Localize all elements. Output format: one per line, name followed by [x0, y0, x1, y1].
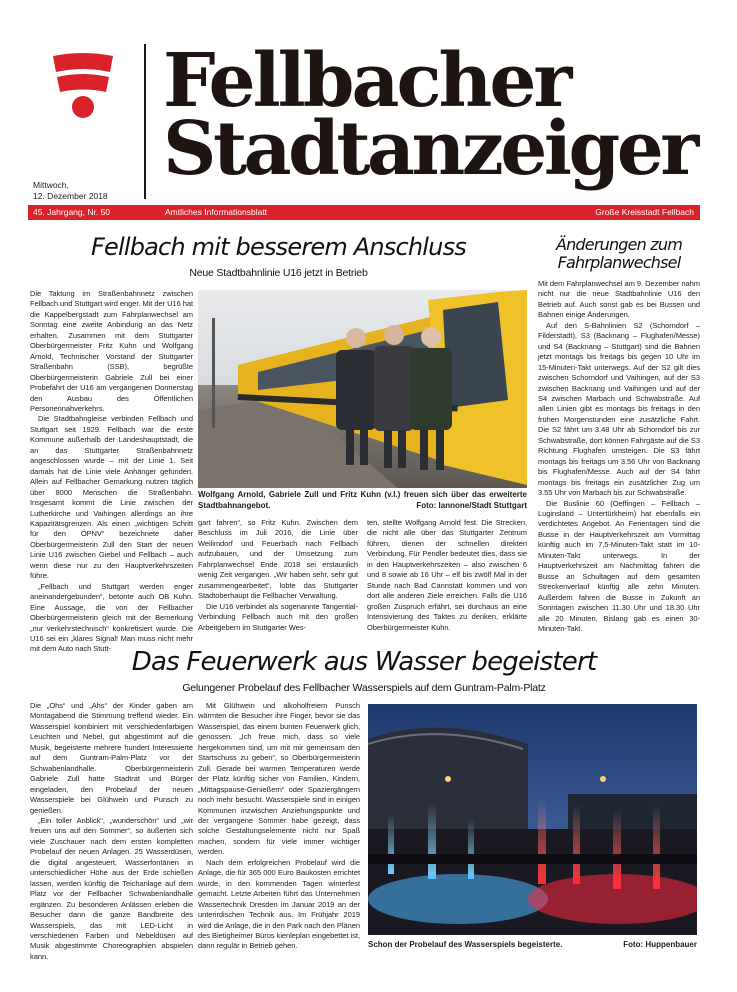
article1-column3: [367, 518, 527, 633]
paragraph: Die „Ohs“ und „Ahs“ der Kinder gaben am Montagabend die Stimmung treffend wieder. Ein Wasserspiel kombiniert mit verschiedenfarbigen Leuchten und Nebel, gut abgestimmt auf die Musik, begeisterte mehrere hundert Interessierte auf dem Guntram-Palm-Platz vor der Schwabenlandhalle. Oberbürgermeisterin Gabriele Zull hatte Stadtrat und Bürger eingeladen, den Probelauf der neuen Wasserspiele bei Glühwein und Punsch zu genießen.: [30, 701, 193, 815]
caption-text: Wolfgang Arnold, Gabriele Zull und Fritz Kuhn (v.l.) freuen sich über das erweiterte Stadtbahnangebot.: [198, 490, 527, 510]
issue-date-text: 12. Dezember 2018: [33, 191, 108, 201]
issue-weekday: Mittwoch,: [33, 180, 69, 190]
paragraph: Nach dem erfolgreichen Probelauf wird die Anlage, die für 365 000 Euro Baukosten errichtet wurde, in den kommenden Tagen winterfest gemacht. Letzte Arbeiten führt das Unternehmen Wassertechnik Dresden im Januar 2019 an der unterirdischen Technik aus. Im Frühjahr 2019 wird die Anlage, die in den Park nach den Plänen des Bietigheimer Büros kienleplan eingebettet ist, dann regulär in Betrieb gehen.: [198, 857, 360, 951]
sidebar-headline-line2: Fahrplanwechsel: [557, 253, 681, 272]
issue-number: 45. Jahrgang, Nr. 50: [33, 207, 111, 217]
paragraph: Auf den S-Bahnlinien S2 (Schorndorf – Filderstadt), S3 (Backnang – Flughafen/Messe) und S4 (Backnang – Stuttgart) sind die Bahnen jetzt montags bis freitags bis gegen 10 Uhr im 15-Minuten-Takt unterwegs. Auf der S2 gilt dies zwischen Schorndorf und Vaihingen, auf der S3 zwischen Backnang und Vaihingen und auf der S4 zwischen Marbach und Schwabstraße. Auf allen Linien gibt es montags bis freitags in den frühen Morgenstunden eine zusätzliche Fahrt. Die S2 fährt um 3.48 Uhr ab Schorndorf bis zur Schwabstraße, dort können Fahrgäste auf die S3 Richtung Flughafen umsteigen. Die S3 fährt montags bis freitags um 3.56 Uhr von Backnang bis Flughafen/Messe. Auch auf der S4 fährt montags bis freitags ein zusätzlicher Zug um 3.55 Uhr von Marbach bis zur Schwabstraße.: [538, 320, 700, 498]
article2-column1: [30, 701, 193, 962]
paragraph: „Fellbach und Stuttgart werden enger aneinandergebunden“, betonte auch OB Kuhn. Eine Aussage, die von der Fellbacher Oberbürgermeisterin gleich mit der Bemerkung „nur verkehrstechnisch“ konkretisiert wurde. Die U16 sei ein „klares Signal! Man muss nicht mehr mit dem Auto nach Stutt-: [30, 581, 193, 654]
masthead-info-bar: [28, 205, 700, 220]
masthead-divider: [144, 44, 146, 199]
issue-date: [33, 180, 108, 202]
article1-subheadline: Neue Stadtbahnlinie U16 jetzt in Betrieb: [189, 267, 368, 279]
masthead-title-line2: Stadtanzeiger: [163, 106, 696, 192]
caption-text: Schon der Probelauf des Wasserspiels begeisterte.: [368, 940, 563, 949]
fountain-photo: [368, 704, 697, 935]
publication-type: Amtliches Informationsblatt: [165, 207, 268, 217]
paragraph: Die Buslinie 60 (Oeffingen – Fellbach – Luginsland – Untertürkheim) hat ebenfalls ein verdichtetes Angebot. An Ferientagen sind die Busse in der Hauptverkehrszeit am Vormittag künftig auch im 7,5-Minuten-Takt statt im 10-Minuten-Takt unterwegs. In der Hauptverkehrszeit am Nachmittag fahren die Busse an Schultagen auf dem gesamten Streckenverlauf künftig alle zehn Minuten. Außerdem fahren die Busse in Zukunft an Sonntagen zwischen 11.30 Uhr und 18.30 Uhr alle 20 Minuten. Bislang gab es einen 30-Minuten-Takt.: [538, 498, 700, 633]
article1-column2: [198, 518, 358, 633]
article2-subheadline: Gelungener Probelauf des Fellbacher Wasserspiels auf dem Guntram-Palm-Platz: [182, 682, 546, 694]
sidebar-headline-line1: Änderungen zum: [555, 235, 683, 254]
paragraph: Mit dem Fahrplanwechsel am 9. Dezember nahm nicht nur die neue Stadtbahnlinie U16 den Betrieb auf. Auch sonst gab es bei Bussen und Bahnen einige Änderungen.: [538, 279, 700, 320]
fellbach-coat-of-arms-icon: [50, 50, 116, 120]
article2-photo-caption: [368, 940, 697, 951]
paragraph: Die U16 verbindet als sogenannte Tangential-Verbindung Fellbach auch mit den großen Arbeitgebern im Stuttgarter Wes-: [198, 601, 358, 632]
paragraph: gart fahren“, so Fritz Kuhn. Zwischen dem Beschluss im Juli 2016, die Linie über Weilimdorf und Feuerbach nach Fellbach aufzubauen, und der Umsetzung zum Fahrplanwechsel Ende 2018 sei erstaunlich wenig Zeit vergangen. „Wir haben sehr, sehr gut zusammengearbeitet“, lobte das Stuttgarter Stadtoberhaupt die Fellbacher Verwaltung.: [198, 518, 358, 601]
town-name: Große Kreisstadt Fellbach: [595, 207, 694, 217]
paragraph: Die Taktung im Straßenbahnnetz zwischen Fellbach und Stuttgart wird enger. Mit der U16 hat die Kappelbergstadt zum Fahrplanwechsel am Sonntag eine zweite Anbindung an das Netz erhalten. Zusammen mit dem Stuttgarter Oberbürgermeister Fritz Kuhn und Wolfgang Arnold, Technischer Vorstand der Stuttgarter Straßenbahn (SSB), begrüßte Oberbürgermeisterin Gabriele Zull bei einer Probefahrt der U16 am vergangenen Donnerstag den Ausbau des Öffentlichen Personennahverkehrs.: [30, 289, 194, 413]
sidebar-body: [538, 279, 700, 634]
sidebar-headline: [538, 236, 700, 272]
paragraph: ten, stellte Wolfgang Arnold fest. Die Strecken, die nicht alle über das Stuttgarter Zentrum führen, dienen der schnellen direkten Verbindung. Für Pendler bedeutet dies, dass sie in den Hauptverkehrszeiten – also zwischen 6 und 8 sowie ab 16 Uhr – elf bis zwölf Mal in der Stunde nach Bad Cannstatt kommen und von dort alle anderen Ziele erreichen. Falls die U16 großen Zuspruch erfährt, sei durchaus an eine Intensivierung des Taktes zu denken, erklärte Oberbürgermeister Kuhn.: [367, 518, 527, 632]
photo-credit: Foto: Huppenbauer: [623, 940, 697, 949]
masthead-title-line1: Fellbacher: [163, 38, 570, 124]
article2-column2: [198, 701, 360, 952]
article1-column1: [30, 289, 193, 655]
tram-photo: [198, 290, 527, 488]
paragraph: Die Stadtbahngleise verbinden Fellbach und Stuttgart seit 1929. Fellbach war die erste Kommune außerhalb der Landeshauptstadt, die an das Stuttgarter Straßenbahnnetz angeschlossen wurde – mit der Linie 1. Seit damals hat die Linie viele Anhänger gefunden. Allein auf Fellbacher Gemarkung nutzen täglich über 8000 Menschen die Straßenbahn. Insgesamt kommt die Linie zwischen der Lutherkirche und Vaihingen allerdings an ihre Kapazitätsgrenzen. Als einen „wichtigen Schritt für den ÖPNV“ bezeichnete daher Oberbürgermeisterin Zull den Start der neuen Linie U16 zwischen Giebel und Fellbach – auch wenn diese nur zu den Hauptverkehrszeiten führe.: [30, 414, 193, 581]
article2-headline: Das Feuerwerk aus Wasser begeistert: [131, 647, 597, 677]
article1-headline: Fellbach mit besserem Anschluss: [90, 233, 466, 261]
paragraph: „Ein toller Anblick“, „wunderschön“ und „wir freuen uns auf den Sommer“, so äußerten sich viele Zuschauer nach dem ersten kompletten Probelauf der neuen Anlagen. 25 Wasserdüsen, die digital angesteuert, Wasserfontänen in unterschiedlicher Höhe aus der Erde schießen lassen, werden künftig die Teichanlage auf dem Platz vor der Fellbacher Schwabenlandhalle ergänzen. Zu besonderen Anlässen erleben die Besucher dann die ganze Bandbreite des Wasserspiels, das mit LED-Licht in verschiedenen Farben und Nebeldüsen auf Musik abgestimmte Choreographien abspielen kann.: [30, 815, 193, 961]
paragraph: Mit Glühwein und alkoholfreiem Punsch wärmten die Besucher ihre Finger, bevor sie das Wasserspiel, das einem bunten Feuerwerk glich, genossen. „Ich freue mich, dass so viele hergekommen sind, um mit mir gemeinsam den Startschuss zu geben“, so Oberbürgermeisterin Zull. Gerade bei warmen Temperaturen werde der Platz künftig sicher von Familien, Kindern, „Mittagspause-Genießern“ oder Spaziergängern noch mehr besucht. Wasserspiele sind in einigen Kommunen inzwischen Anziehungspunkte und der vergangene Sommer habe gezeigt, dass solche Gestaltungselemente nicht nur Spaß machen, sondern für viele immer wichtiger werden.: [198, 701, 360, 857]
article1-photo-caption: [198, 490, 527, 511]
photo-credit: Foto: Iannone/Stadt Stuttgart: [416, 500, 527, 510]
